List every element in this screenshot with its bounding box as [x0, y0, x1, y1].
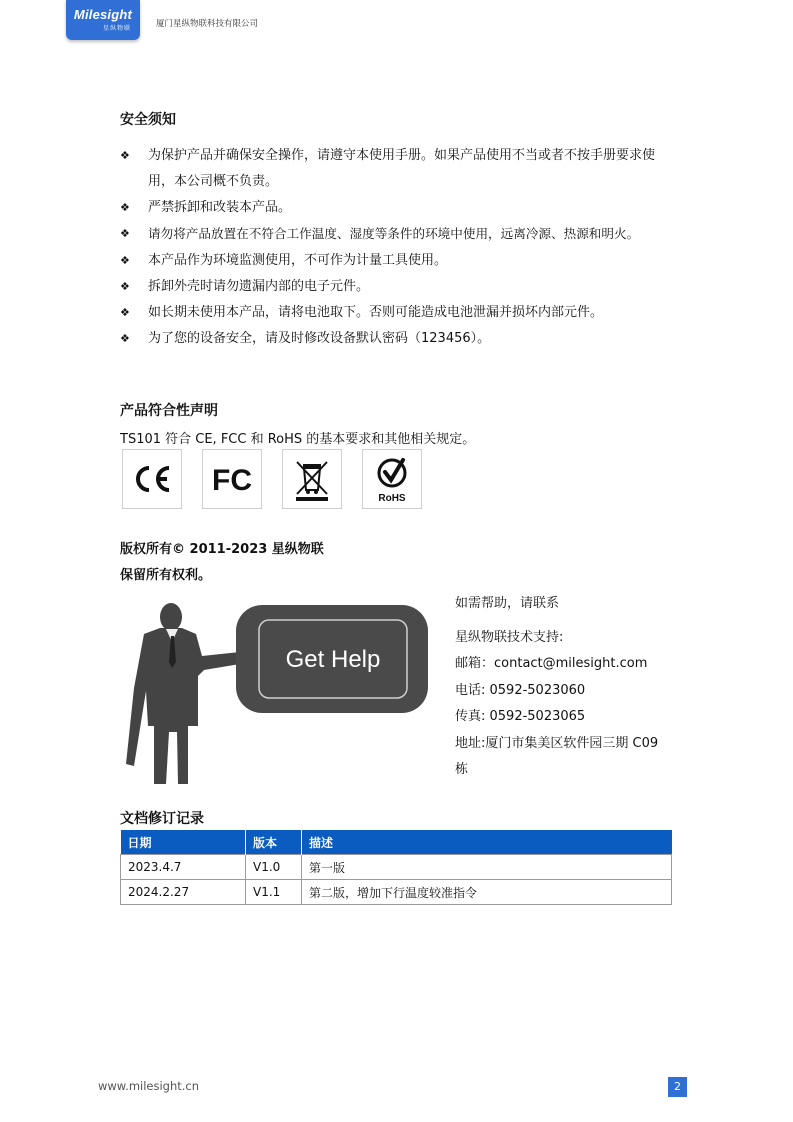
page-number: 2: [668, 1077, 687, 1097]
company-name: 厦门星纵物联科技有限公司: [156, 19, 259, 29]
list-item-text: 严禁拆卸和改装本产品。: [148, 200, 292, 215]
safety-title: 安全须知: [120, 112, 176, 128]
column-header-date: 日期: [121, 830, 246, 855]
diamond-bullet-icon: ❖: [120, 149, 130, 162]
fcc-mark-icon: [202, 449, 262, 509]
rohs-mark-icon: [362, 449, 422, 509]
list-item: [120, 221, 680, 248]
fcc-label: FC: [212, 464, 252, 497]
logo-subtext: 星纵物联: [102, 25, 131, 32]
weee-bin-icon: [282, 449, 342, 509]
column-header-description: 描述: [302, 830, 672, 855]
table-cell: V1.1: [246, 880, 302, 905]
ce-mark-icon: [122, 449, 182, 509]
rohs-label: RoHS: [378, 493, 406, 504]
table-row: [121, 880, 672, 905]
rights-reserved: 保留所有权利。: [120, 568, 212, 583]
diamond-bullet-icon: ❖: [120, 332, 130, 345]
list-item-text: 如长期未使用本产品，请将电池取下。否则可能造成电池泄漏并损坏内部元件。: [148, 305, 604, 320]
table-cell: 第二版，增加下行温度较准指令: [302, 880, 672, 905]
list-item: [120, 326, 680, 352]
diamond-bullet-icon: ❖: [120, 306, 130, 319]
diamond-bullet-icon: ❖: [120, 280, 130, 293]
company-logo: [66, 0, 140, 40]
conformity-title: 产品符合性声明: [120, 403, 218, 419]
presenter-silhouette-icon: [122, 596, 442, 786]
table-cell: 2024.2.27: [121, 880, 246, 905]
revision-table: [120, 830, 672, 905]
logo-text: Milesight: [73, 7, 133, 22]
table-cell: V1.0: [246, 855, 302, 880]
email-line: 邮箱：contact@milesight.com: [455, 656, 648, 671]
address-line-2: 栋: [455, 762, 469, 777]
revision-title: 文档修订记录: [120, 811, 204, 827]
get-help-label: Get Help: [285, 646, 381, 673]
phone-line: 电话: 0592-5023060: [455, 682, 586, 698]
footer-url: www.milesight.cn: [98, 1079, 200, 1093]
safety-list: [120, 143, 680, 352]
list-item-text: 为了您的设备安全，请及时修改设备默认密码（123456）。: [148, 331, 491, 346]
conformity-text: TS101 符合 CE, FCC 和 RoHS 的基本要求和其他相关规定。: [120, 432, 476, 447]
diamond-bullet-icon: ❖: [120, 254, 130, 267]
table-header-row: [121, 830, 672, 855]
list-item-text: 拆卸外壳时请勿遗漏内部的电子元件。: [148, 279, 370, 294]
list-item: [120, 248, 680, 274]
list-item: [120, 274, 680, 300]
column-header-version: 版本: [246, 830, 302, 855]
list-item-text: 本产品作为环境监测使用，不可作为计量工具使用。: [148, 253, 448, 268]
table-cell: 第一版: [302, 855, 672, 880]
support-title: 星纵物联技术支持:: [455, 629, 564, 645]
copyright-line: 版权所有© 2011-2023 星纵物联: [120, 542, 324, 557]
list-item: [120, 143, 680, 195]
list-item-text: 为保护产品并确保安全操作，请遵守本使用手册。如果产品使用不当或者不按手册要求使用，本公司概不负责。: [148, 148, 656, 189]
list-item: [120, 300, 680, 326]
diamond-bullet-icon: ❖: [120, 227, 130, 240]
help-intro: 如需帮助，请联系: [455, 596, 560, 611]
diamond-bullet-icon: ❖: [120, 201, 130, 214]
table-row: [121, 855, 672, 880]
fax-line: 传真: 0592-5023065: [455, 709, 586, 724]
table-cell: 2023.4.7: [121, 855, 246, 880]
get-help-illustration: [122, 596, 442, 786]
address-line: 地址:厦门市集美区软件园三期 C09: [455, 735, 659, 751]
list-item-text: 请勿将产品放置在不符合工作温度、湿度等条件的环境中使用，远离冷源、热源和明火。: [148, 226, 640, 241]
list-item: [120, 195, 680, 221]
contact-block: [455, 591, 685, 784]
